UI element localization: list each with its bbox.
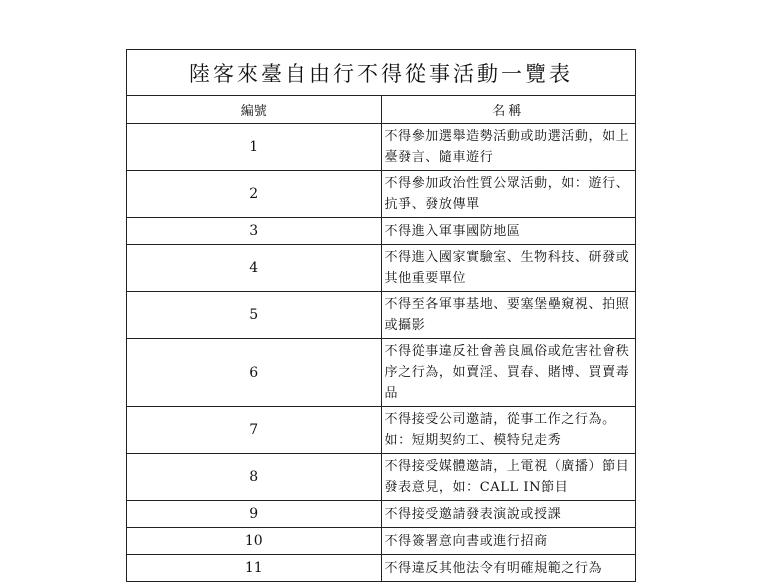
header-row	[127, 96, 636, 124]
row-text: 不得進入軍事國防地區	[381, 218, 636, 245]
table-row	[127, 528, 636, 555]
row-text: 不得參加選舉造勢活動或助選活動，如上臺發言、隨車遊行	[381, 124, 636, 171]
row-number: 2	[127, 171, 382, 218]
row-text: 不得至各軍事基地、要塞堡壘窺視、拍照或攝影	[381, 292, 636, 339]
row-number: 1	[127, 124, 382, 171]
row-number: 7	[127, 407, 382, 454]
row-number: 3	[127, 218, 382, 245]
table-row	[127, 292, 636, 339]
table-row	[127, 124, 636, 171]
table-row	[127, 555, 636, 582]
table-row	[127, 171, 636, 218]
row-number: 9	[127, 501, 382, 528]
row-number: 5	[127, 292, 382, 339]
number-column-header: 編號	[127, 96, 382, 124]
row-text: 不得接受邀請發表演說或授課	[381, 501, 636, 528]
row-text: 不得從事違反社會善良風俗或危害社會秩序之行為，如賣淫、買春、賭博、買賣毒品	[381, 339, 636, 407]
row-number: 8	[127, 454, 382, 501]
table-row	[127, 218, 636, 245]
row-number: 4	[127, 245, 382, 292]
row-number: 11	[127, 555, 382, 582]
table-row	[127, 407, 636, 454]
row-number: 6	[127, 339, 382, 407]
activities-table	[126, 49, 636, 582]
row-text: 不得接受媒體邀請，上電視（廣播）節目發表意見，如：CALL IN節目	[381, 454, 636, 501]
row-text: 不得參加政治性質公眾活動，如：遊行、抗爭、發放傳單	[381, 171, 636, 218]
row-text: 不得接受公司邀請，從事工作之行為。如：短期契約工、模特兒走秀	[381, 407, 636, 454]
row-text: 不得進入國家實驗室、生物科技、研發或其他重要單位	[381, 245, 636, 292]
name-column-header: 名稱	[381, 96, 636, 124]
table-row	[127, 501, 636, 528]
table-row	[127, 454, 636, 501]
table-row	[127, 245, 636, 292]
row-text: 不得違反其他法令有明確規範之行為	[381, 555, 636, 582]
table-row	[127, 339, 636, 407]
row-number: 10	[127, 528, 382, 555]
table-title: 陸客來臺自由行不得從事活動一覽表	[127, 50, 636, 96]
row-text: 不得簽署意向書或進行招商	[381, 528, 636, 555]
